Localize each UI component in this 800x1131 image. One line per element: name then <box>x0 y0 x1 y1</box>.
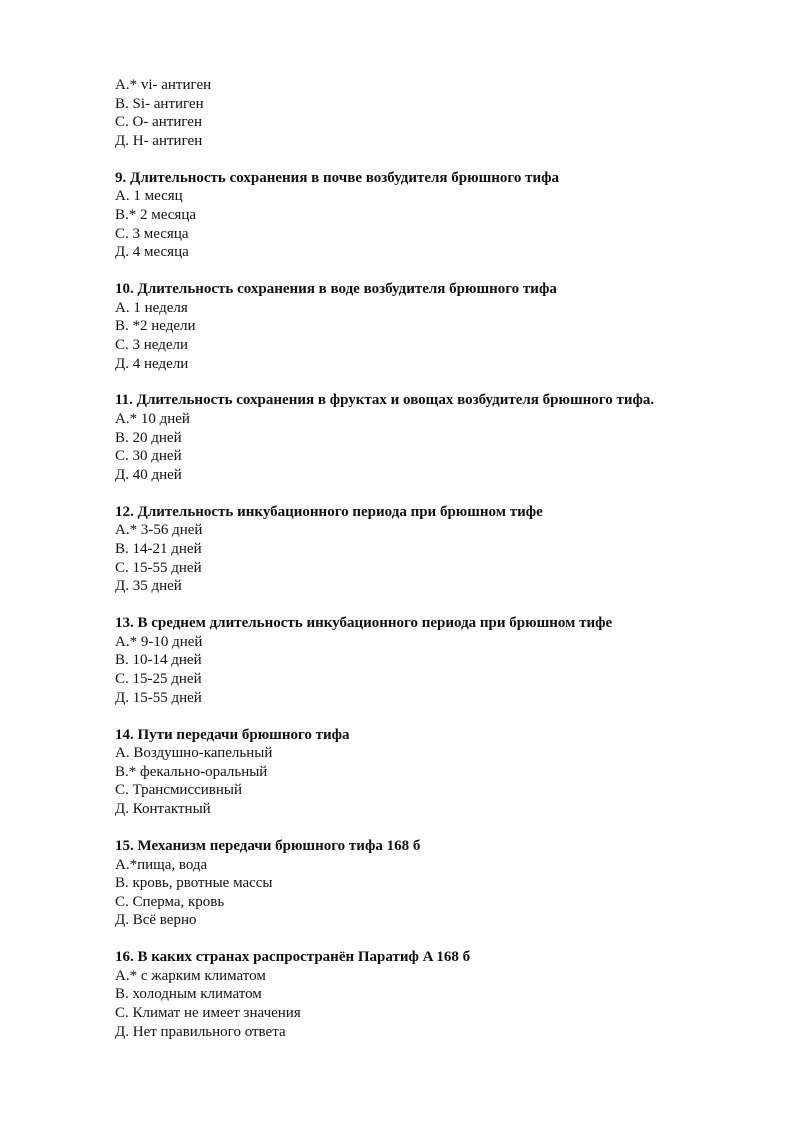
answer-option: B. *2 недели <box>115 318 196 335</box>
answer-option: A.* 9-10 дней <box>115 633 203 650</box>
question-block-12 <box>115 503 800 596</box>
answer-option: Д. H- антиген <box>115 132 203 149</box>
question-title: 16. В каких странах распространён Паратиф A 168 б <box>115 949 471 966</box>
answer-option: Д. Контактный <box>115 800 211 817</box>
question-title: 9. Длительность сохранения в почве возбудителя брюшного тифа <box>115 169 559 186</box>
question-block-15 <box>115 837 800 930</box>
answer-option: B.* 2 месяца <box>115 206 197 223</box>
answer-option: A.* vi- антиген <box>115 77 212 93</box>
answer-option: C. 3 недели <box>115 336 189 353</box>
answer-option: B. Si- антиген <box>115 95 204 112</box>
answer-option: B. кровь, рвотные массы <box>115 875 273 892</box>
question-block-13 <box>115 614 800 707</box>
answer-option: A.*пища, вода <box>115 856 208 873</box>
answer-option: C. 30 дней <box>115 448 182 465</box>
answer-options-block <box>115 76 800 150</box>
question-title: 11. Длительность сохранения в фруктах и овощах возбудителя брюшного тифа. <box>115 392 655 409</box>
answer-option: C. 15-55 дней <box>115 559 202 576</box>
question-block-11 <box>115 391 800 484</box>
answer-option: C. Трансмиссивный <box>115 782 243 799</box>
answer-option: Д. Всё верно <box>115 912 197 929</box>
answer-option: B. холодным климатом <box>115 986 262 1003</box>
question-title: 13. В среднем длительность инкубационного периода при брюшном тифе <box>115 615 613 632</box>
question-title: 12. Длительность инкубационного периода при брюшном тифе <box>115 503 543 520</box>
question-block-16 <box>115 948 800 1041</box>
answer-option: B. 20 дней <box>115 429 182 446</box>
answer-option: A. Воздушно-капельный <box>115 745 273 762</box>
answer-option: Д. 4 недели <box>115 355 189 372</box>
question-block-9 <box>115 169 800 262</box>
answer-option: B.* фекально-оральный <box>115 763 268 780</box>
answer-option: Д. 35 дней <box>115 578 182 595</box>
answer-option: B. 14-21 дней <box>115 541 202 558</box>
answer-option: A.* 10 дней <box>115 411 190 428</box>
answer-option: A.* 3-56 дней <box>115 522 203 539</box>
answer-option: C. Климат не имеет значения <box>115 1005 301 1022</box>
question-title: 10. Длительность сохранения в воде возбудителя брюшного тифа <box>115 281 557 298</box>
question-title: 15. Механизм передачи брюшного тифа 168 б <box>115 837 421 854</box>
answer-option: Д. 4 месяца <box>115 244 189 261</box>
answer-option: Д. 15-55 дней <box>115 689 202 706</box>
answer-option: Д. Нет правильного ответа <box>115 1023 286 1040</box>
answer-option: A. 1 месяц <box>115 188 183 205</box>
answer-option: C. 15-25 дней <box>115 670 202 687</box>
answer-option: B. 10-14 дней <box>115 652 202 669</box>
question-block-14 <box>115 726 800 819</box>
question-block-10 <box>115 280 800 373</box>
answer-option: C. Сперма, кровь <box>115 893 225 910</box>
answer-option: A.* с жарким климатом <box>115 967 266 984</box>
answer-option: A. 1 неделя <box>115 299 188 316</box>
answer-option: C. 3 месяца <box>115 225 189 242</box>
answer-option: Д. 40 дней <box>115 466 182 483</box>
answer-option: C. O- антиген <box>115 114 202 131</box>
question-title: 14. Пути передачи брюшного тифа <box>115 726 350 743</box>
